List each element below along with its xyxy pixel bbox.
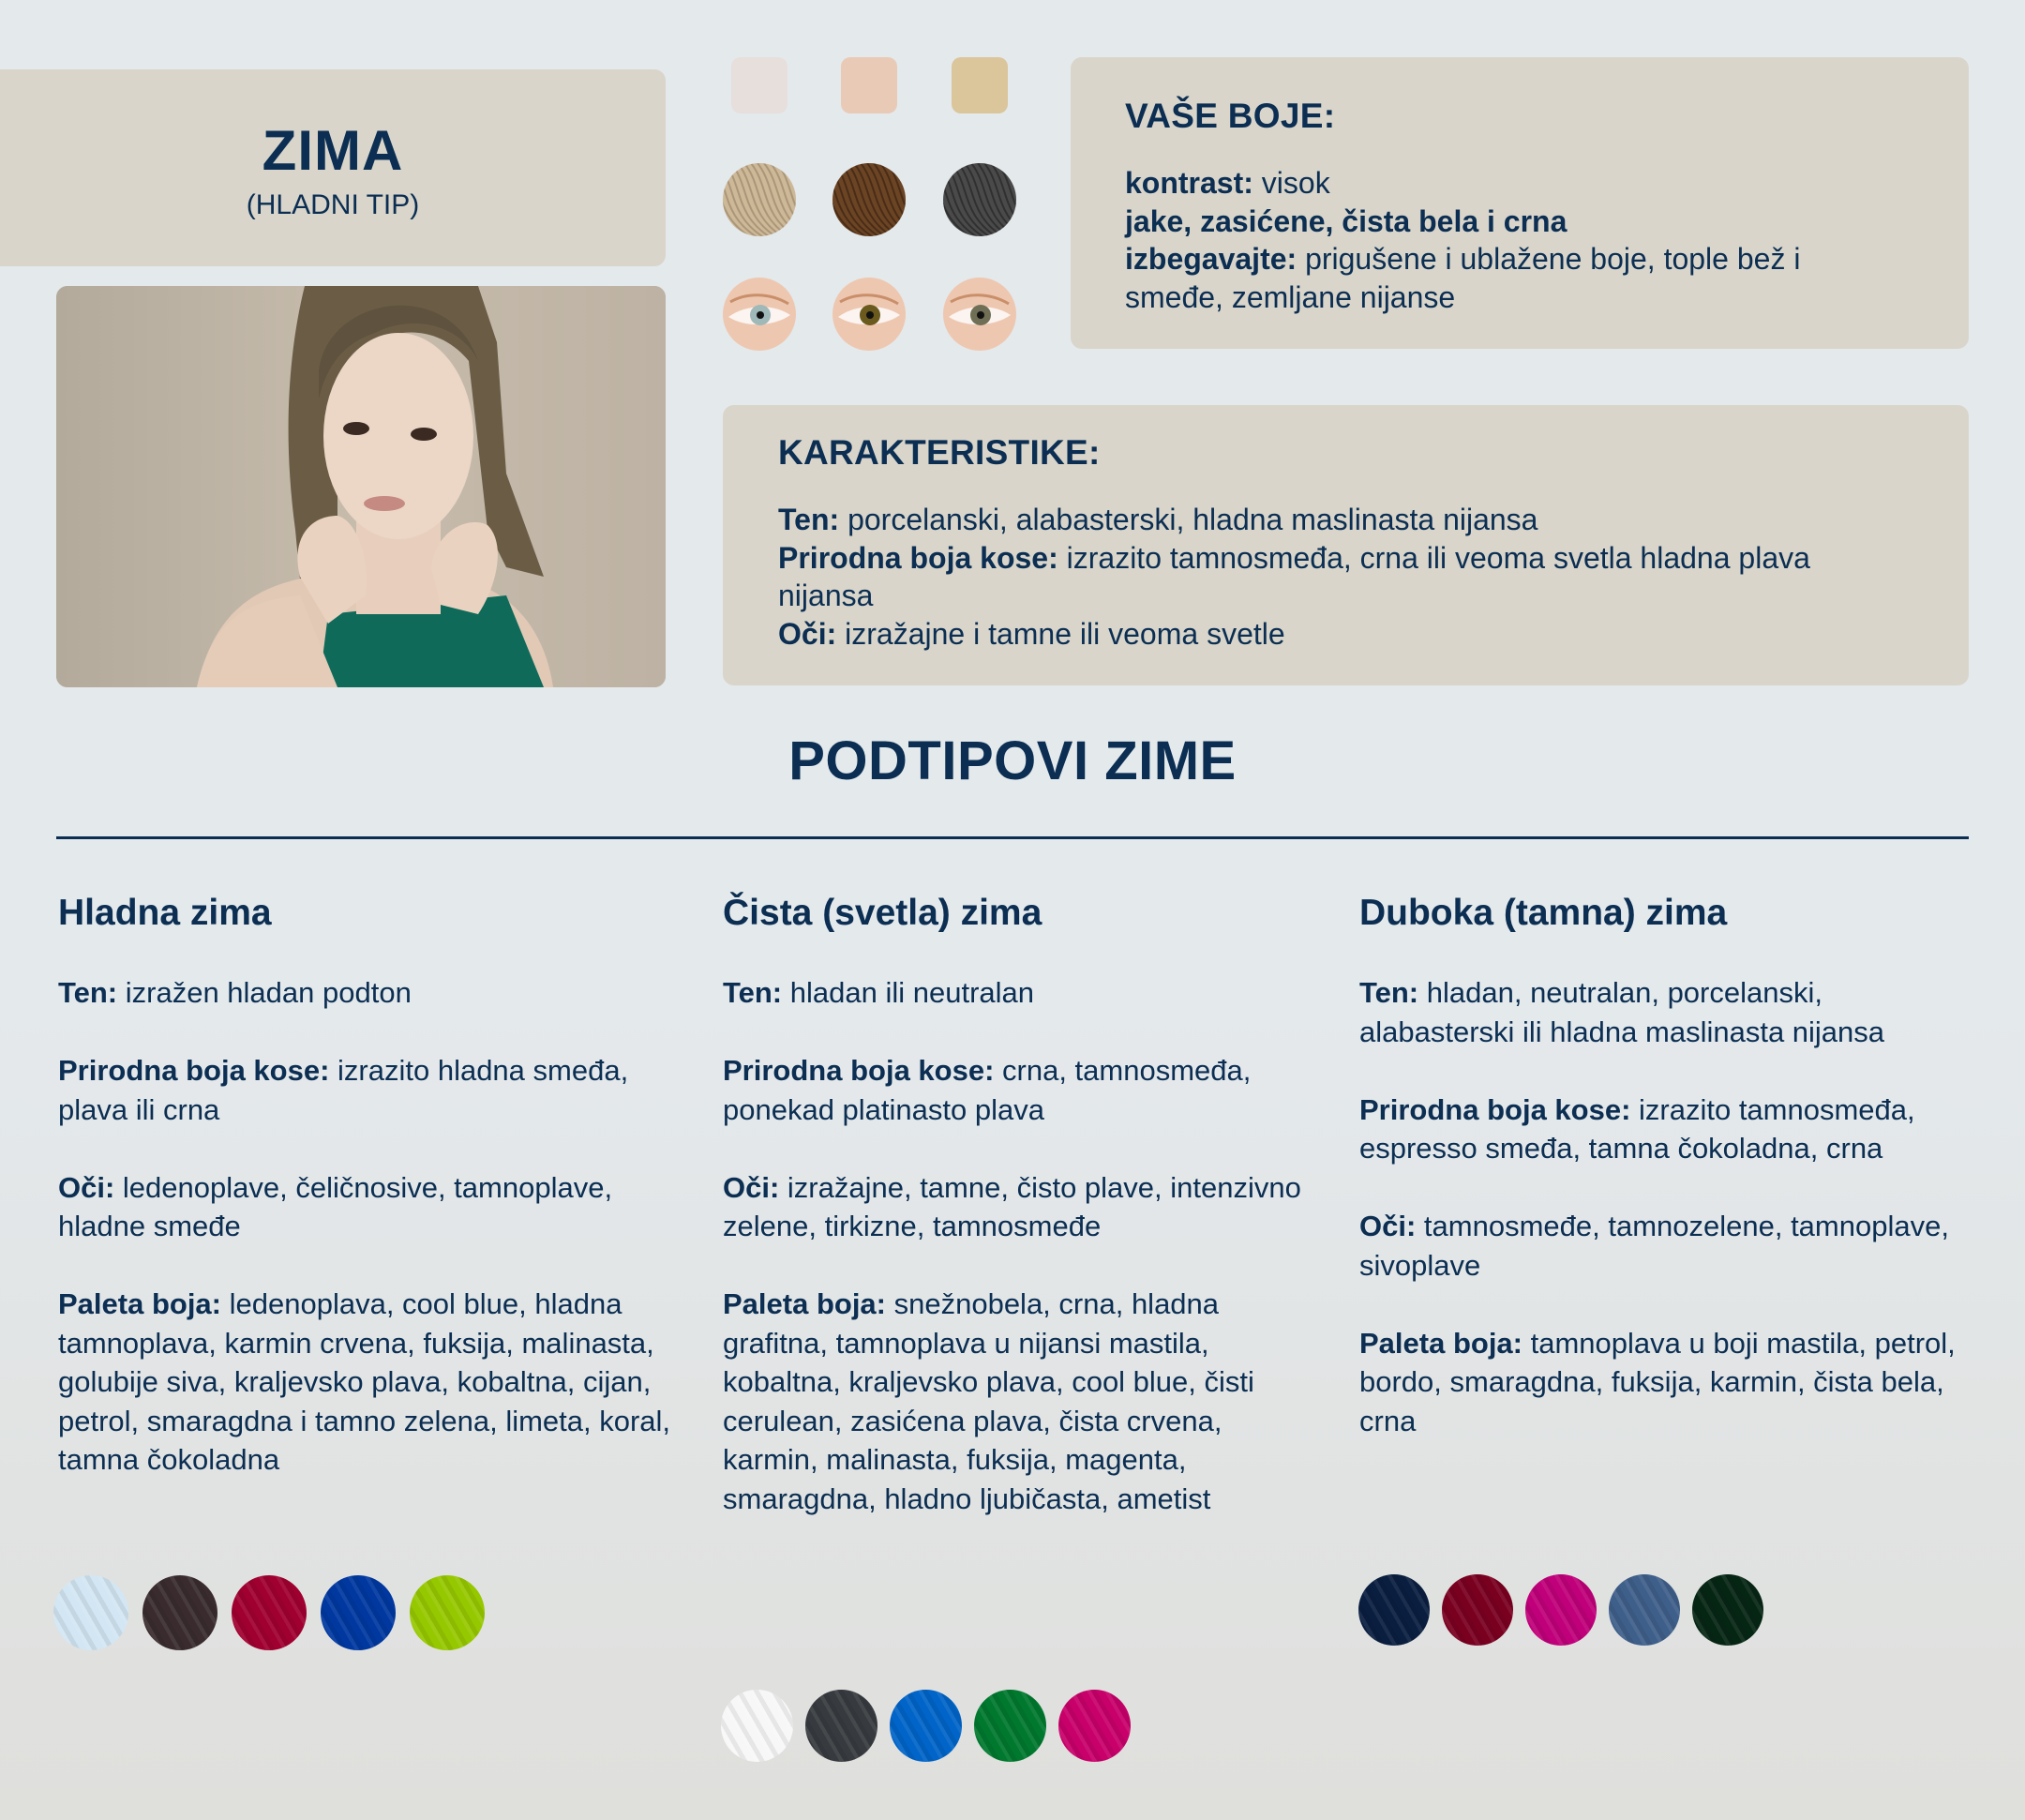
color-swatch [890, 1690, 962, 1762]
color-swatch [1525, 1574, 1597, 1646]
characteristics-panel [723, 405, 1969, 685]
subtype-palette: Paleta boja: ledenoplava, cool blue, hladna tamnoplava, karmin crvena, fuksija, malinasta, golubije siva, kraljevsko plava, kobaltna, cijan, petrol, smaragdna i tamno zelena, limeta, koral, tamna čokoladna [58, 1287, 671, 1476]
subtype-skin: Ten: hladan, neutralan, porcelanski, alabasterski ili hladna maslinasta nijansa [1359, 976, 1885, 1048]
your-colors-title: VAŠE BOJE: [1125, 97, 1336, 135]
your-colors-panel [1071, 57, 1969, 349]
color-swatch [1058, 1690, 1131, 1762]
portrait-image [56, 286, 666, 687]
subtype-column-deep-winter [1359, 885, 1978, 1440]
palette-swatches-deep-winter [1358, 1574, 1776, 1646]
color-swatch [321, 1575, 396, 1650]
characteristics-text [778, 501, 1866, 653]
color-swatch [974, 1690, 1046, 1762]
skin-line: Ten: porcelanski, alabasterski, hladna maslinasta nijansa [778, 503, 1538, 536]
subtype-eyes: Oči: tamnosmeđe, tamnozelene, tamnoplave, sivoplave [1359, 1210, 1949, 1282]
subtype-skin: Ten: izražen hladan podton [58, 976, 412, 1009]
subtype-column-cool-winter [58, 885, 677, 1480]
color-swatch [1358, 1574, 1430, 1646]
hair-sample-1 [723, 163, 796, 236]
subtype-palette: Paleta boja: snežnobela, crna, hladna grafitna, tamnoplava u nijansi mastila, kobaltna, kraljevsko plava, cool blue, čisti cerulean, zasićena plava, čista crvena, karmin, malinasta, fuksija, magenta, smaragdna, hladno ljubičasta, ametist [723, 1287, 1254, 1515]
eye-icon [943, 278, 1016, 351]
eye-sample-2 [832, 278, 906, 351]
subtype-hair: Prirodna boja kose: izrazito tamnosmeđa, espresso smeđa, tamna čokoladna, crna [1359, 1092, 1915, 1165]
hair-line: Prirodna boja kose: izrazito tamnosmeđa, crna ili veoma svetla hladna plava nijansa [778, 540, 1810, 612]
subtype-title: Hladna zima [58, 893, 272, 933]
avoid-line: izbegavajte: prigušene i ublažene boje, tople bež i smeđe, zemljane nijanse [1125, 242, 1801, 314]
subtype-title: Čista (svetla) zima [723, 893, 1042, 933]
hair-texture-icon [832, 163, 906, 236]
color-swatch [410, 1575, 485, 1650]
color-swatch [1609, 1574, 1680, 1646]
characteristics-title: KARAKTERISTIKE: [778, 433, 1101, 472]
subtype-column-clear-winter [723, 885, 1323, 1518]
skin-tone-swatch-3 [952, 57, 1008, 113]
skin-tone-swatch-1 [731, 57, 788, 113]
color-swatch [53, 1575, 128, 1650]
contrast-line: kontrast: visok [1125, 166, 1330, 200]
subtype-eyes: Oči: izražajne, tamne, čisto plave, intenzivno zelene, tirkizne, tamnosmeđe [723, 1170, 1301, 1242]
subtype-hair: Prirodna boja kose: crna, tamnosmeđa, ponekad platinasto plava [723, 1054, 1252, 1126]
palette-swatches-cool-winter [53, 1575, 499, 1650]
skin-tone-swatch-2 [841, 57, 897, 113]
section-divider [56, 836, 1969, 839]
color-swatch [142, 1575, 218, 1650]
recommended-line: jake, zasićene, čista bela i crna [1125, 203, 1568, 238]
subtype-skin: Ten: hladan ili neutralan [723, 976, 1034, 1009]
hair-sample-3 [943, 163, 1016, 236]
hair-texture-icon [943, 163, 1016, 236]
eye-sample-1 [723, 278, 796, 351]
subtype-eyes: Oči: ledenoplave, čeličnosive, tamnoplave, hladne smeđe [58, 1170, 613, 1242]
season-subtitle: (HLADNI TIP) [246, 189, 420, 220]
season-title-card [0, 69, 666, 266]
your-colors-text [1125, 164, 1894, 316]
eyes-line: Oči: izražajne i tamne ili veoma svetle [778, 616, 1285, 651]
hair-texture-icon [723, 163, 796, 236]
eye-sample-3 [943, 278, 1016, 351]
eye-icon [832, 278, 906, 351]
eye-icon [723, 278, 796, 351]
palette-swatches-clear-winter [721, 1690, 1143, 1762]
color-swatch [1692, 1574, 1763, 1646]
color-swatch [232, 1575, 307, 1650]
subtype-hair: Prirodna boja kose: izrazito hladna smeđa, plava ili crna [58, 1054, 629, 1126]
subtypes-heading: PODTIPOVI ZIME [788, 730, 1237, 791]
color-swatch [721, 1690, 793, 1762]
season-title: ZIMA [262, 119, 404, 182]
model-photo [56, 286, 666, 687]
subtype-palette: Paleta boja: tamnoplava u boji mastila, petrol, bordo, smaragdna, fuksija, karmin, čista bela, crna [1359, 1326, 1956, 1437]
color-swatch [1442, 1574, 1513, 1646]
color-swatch [805, 1690, 878, 1762]
hair-sample-2 [832, 163, 906, 236]
subtype-title: Duboka (tamna) zima [1359, 893, 1728, 933]
